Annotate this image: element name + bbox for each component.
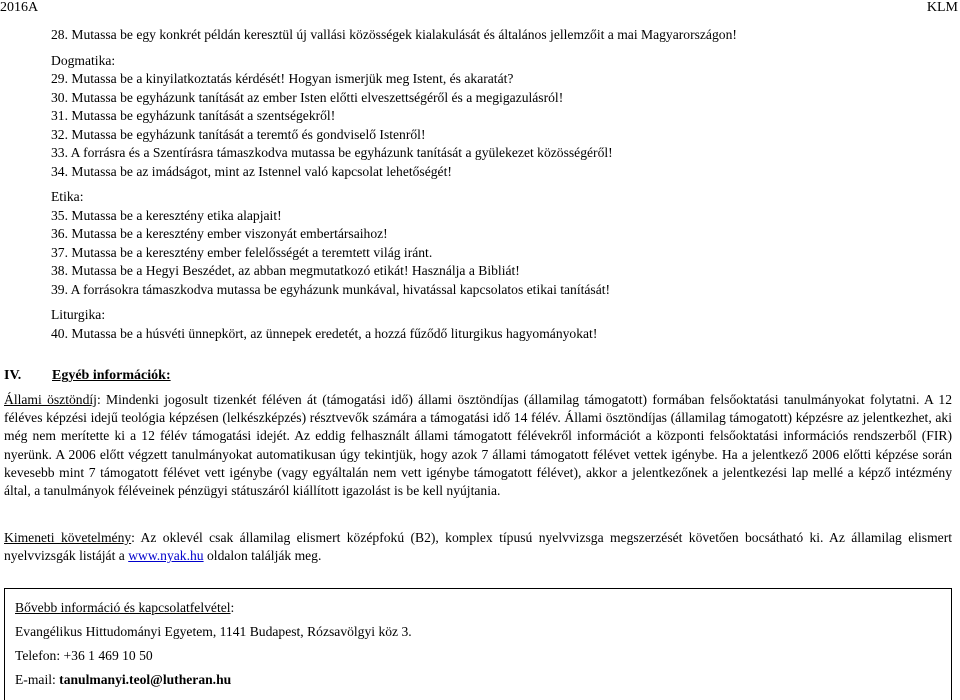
exit-requirement-text: : Az oklevél csak államilag elismert középfokú (B2), komplex típusú nyelvvizsga megszerzését követően bocsátható ki. Az államilag elismert nyelvvizsgák listáját a: [4, 530, 952, 564]
email-label: E-mail:: [15, 672, 60, 687]
contact-box: [4, 588, 952, 700]
question-37: 37. Mutassa be a keresztény ember felelősségét a teremtett világ iránt.: [51, 244, 433, 260]
question-34: 34. Mutassa be az imádságot, mint az Istennel való kapcsolat lehetőségét!: [51, 163, 452, 179]
question-36: 36. Mutassa be a keresztény ember viszonyát embertársaihoz!: [51, 226, 388, 241]
question-30: 30. Mutassa be egyházunk tanítását az ember Isten előtti elveszettségéről és a megigazulásról!: [51, 89, 564, 105]
question-38: 38. Mutassa be a Hegyi Beszédet, az abban megmutatkozó etikát! Használja a Bibliát!: [51, 263, 520, 278]
question-35: 35. Mutassa be a keresztény etika alapjait!: [51, 207, 282, 223]
scholarship-label: Állami ösztöndíj: [4, 392, 97, 407]
liturgika-heading: Liturgika:: [51, 307, 106, 322]
contact-phone: Telefon: +36 1 469 10 50: [15, 648, 153, 663]
email-address[interactable]: tanulmanyi.teol@lutheran.hu: [59, 672, 232, 687]
question-32: 32. Mutassa be egyházunk tanítását a teremtő és gondviselő Istenről!: [51, 126, 426, 142]
header-code: 2016A: [0, 0, 39, 15]
section-number: IV.: [4, 368, 22, 383]
questions-list: [51, 26, 951, 343]
nyak-link[interactable]: www.nyak.hu: [128, 548, 204, 564]
etika-heading: Etika:: [51, 189, 84, 204]
dogmatika-heading: Dogmatika:: [51, 52, 116, 68]
question-31: 31. Mutassa be egyházunk tanítását a szentségekről!: [51, 108, 336, 123]
header-initials: KLM: [926, 0, 958, 15]
section-title: Egyéb információk:: [52, 368, 171, 383]
exit-requirement-text-end: oldalon találják meg.: [203, 548, 322, 564]
question-40: 40. Mutassa be a húsvéti ünnepkört, az ünnepek eredetét, a hozzá fűződő liturgikus hagyományokat!: [51, 325, 598, 341]
question-39: 39. A forrásokra támaszkodva mutassa be egyházunk munkával, hivatással kapcsolatos etikai tanítását!: [51, 281, 611, 297]
question-33: 33. A forrásra és a Szentírásra támaszkodva mutassa be egyházunk tanítását a gyülekezet közösségéről!: [51, 145, 613, 160]
section-heading: [4, 368, 171, 384]
exit-requirement-paragraph: [4, 529, 952, 565]
contact-address: Evangélikus Hittudományi Egyetem, 1141 Budapest, Rózsavölgyi köz 3.: [15, 624, 412, 639]
question-28: 28. Mutassa be egy konkrét példán keresztül új vallási közösségek kialakulását és általános jellemzőit a mai Magyarországon!: [51, 27, 737, 42]
exit-requirement-label: Kimeneti követelmény: [4, 530, 132, 545]
contact-heading-line: [15, 599, 941, 617]
scholarship-text: : Mindenki jogosult tizenkét féléven át (támogatási idő) állami ösztöndíjas (államilag támogatott) formában felsőoktatási tanulmányokat folytatni. A 12 féléves képzési idejű teológia képzésen (lelkészképzés) résztvevők számára a támogatási idő 14 félév. Állami ösztöndíjas (államilag támogatott) képzésre az jelentkezhet, aki még nem merítette ki a 12 félév támogatási idejét. Az eddig felhasznált állami támogatott félévekről információt a központi felsőoktatási információs rendszerből (FIR) nyerünk. A 2006 előtt végzett tanulmányokat automatikusan úgy tekintjük, hogy azok 7 állami támogatott félévet vettek igénybe. Ha a jelentkező 2006 előtti képzése során kevesebb mint 7 támogatott félévet vett igénybe (vagy egyáltalán nem vett igénybe támogatott félévet), akkor a jelentkezőnek a jelentkezési lap mellé a képző intézmény által, a tanulmányok féléveinek pénzügyi státuszáról kiállított igazolást is be kell nyújtania.: [4, 392, 953, 499]
contact-heading-suffix: :: [230, 600, 235, 615]
question-29: 29. Mutassa be a kinyilatkoztatás kérdését! Hogyan ismerjük meg Istent, és akaratát?: [51, 71, 514, 86]
scholarship-paragraph: [4, 391, 952, 500]
contact-heading: Bővebb információ és kapcsolatfelvétel: [15, 600, 231, 615]
contact-email-line: [15, 671, 941, 689]
